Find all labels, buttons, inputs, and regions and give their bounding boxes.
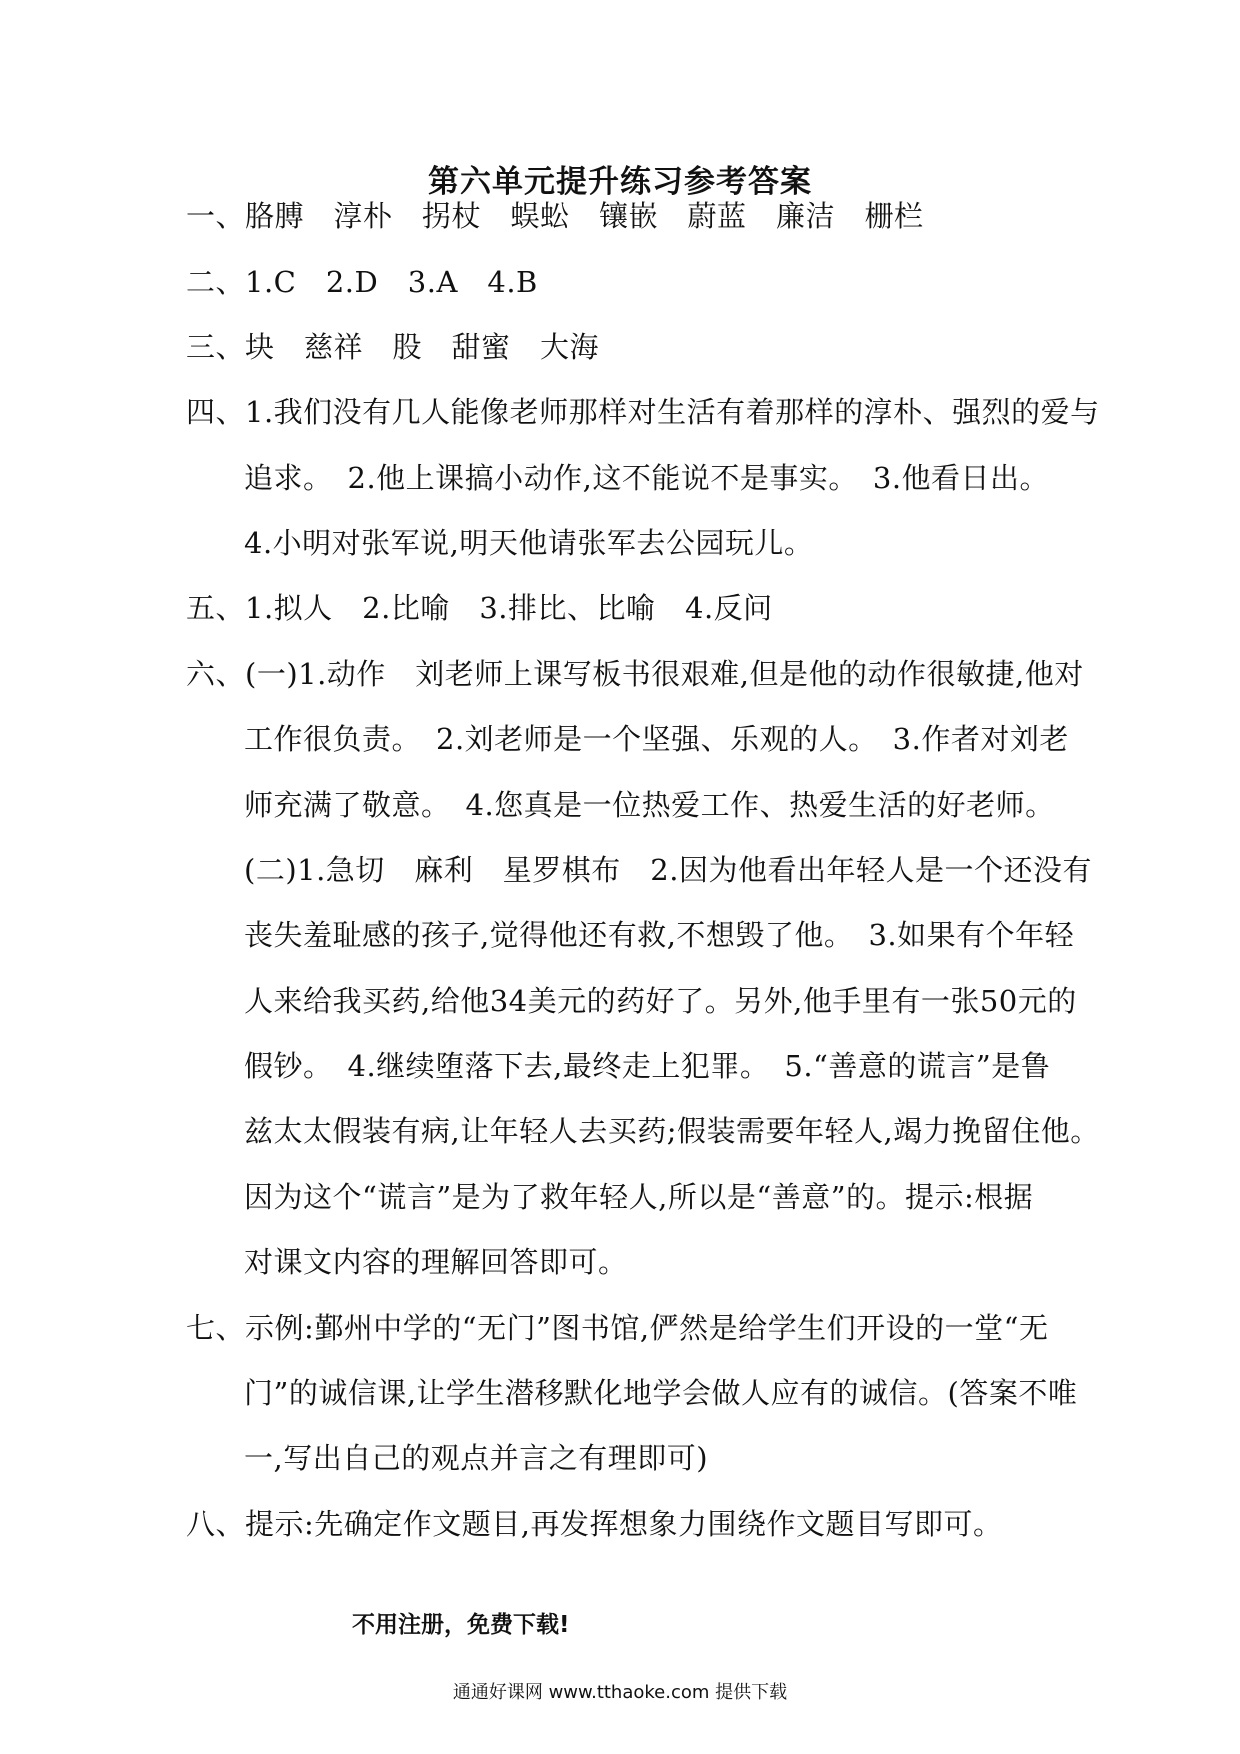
answer-line-13: 人来给我买药,给他34美元的药好了。另外,他手里有一张50元的 [244,984,1077,1018]
download-note: 不用注册，免费下载! [352,1612,570,1638]
answer-line-15: 兹太太假装有病,让年轻人去买药;假装需要年轻人,竭力挽留住他。 [244,1114,1100,1148]
answer-line-16: 因为这个“谎言”是为了救年轻人,所以是“善意”的。提示:根据 [244,1180,1034,1214]
answer-line-12: 丧失羞耻感的孩子,觉得他还有救,不想毁了他。 3.如果有个年轻 [244,918,1075,952]
answer-line-4: 四、1.我们没有几人能像老师那样对生活有着那样的淳朴、强烈的爱与 [186,395,1100,429]
answer-line-14: 假钞。 4.继续堕落下去,最终走上犯罪。 5.“善意的谎言”是鲁 [244,1049,1051,1083]
answer-line-19: 门”的诚信课,让学生潜移默化地学会做人应有的诚信。(答案不唯 [244,1376,1078,1410]
answer-line-11: (二)1.急切 麻利 星罗棋布 2.因为他看出年轻人是一个还没有 [244,853,1092,887]
answer-line-10: 师充满了敬意。 4.您真是一位热爱工作、热爱生活的好老师。 [244,788,1055,822]
page-title: 第六单元提升练习参考答案 [428,164,812,200]
answer-line-9: 工作很负责。 2.刘老师是一个坚强、乐观的人。 3.作者对刘老 [244,722,1069,756]
answer-line-6: 4.小明对张军说,明天他请张军去公园玩儿。 [244,526,814,560]
answer-line-5: 追求。 2.他上课搞小动作,这不能说不是事实。 3.他看日出。 [244,461,1050,495]
answer-line-20: 一,写出自己的观点并言之有理即可) [244,1441,709,1475]
answer-line-1: 一、胳膊 淳朴 拐杖 蜈蚣 镶嵌 蔚蓝 廉洁 栅栏 [186,199,924,233]
answer-line-7: 五、1.拟人 2.比喻 3.排比、比喻 4.反问 [186,591,773,625]
answer-line-17: 对课文内容的理解回答即可。 [244,1245,628,1279]
answer-line-2: 二、1.C 2.D 3.A 4.B [186,265,538,299]
answer-line-21: 八、提示:先确定作文题目,再发挥想象力围绕作文题目写即可。 [186,1507,1003,1541]
answer-line-8: 六、(一)1.动作 刘老师上课写板书很艰难,但是他的动作很敏捷,他对 [186,657,1084,691]
answer-line-18: 七、示例:鄞州中学的“无门”图书馆,俨然是给学生们开设的一堂“无 [186,1311,1049,1345]
footer-credit: 通通好课网 www.tthaoke.com 提供下载 [452,1682,788,1703]
answer-line-3: 三、块 慈祥 股 甜蜜 大海 [186,330,600,364]
